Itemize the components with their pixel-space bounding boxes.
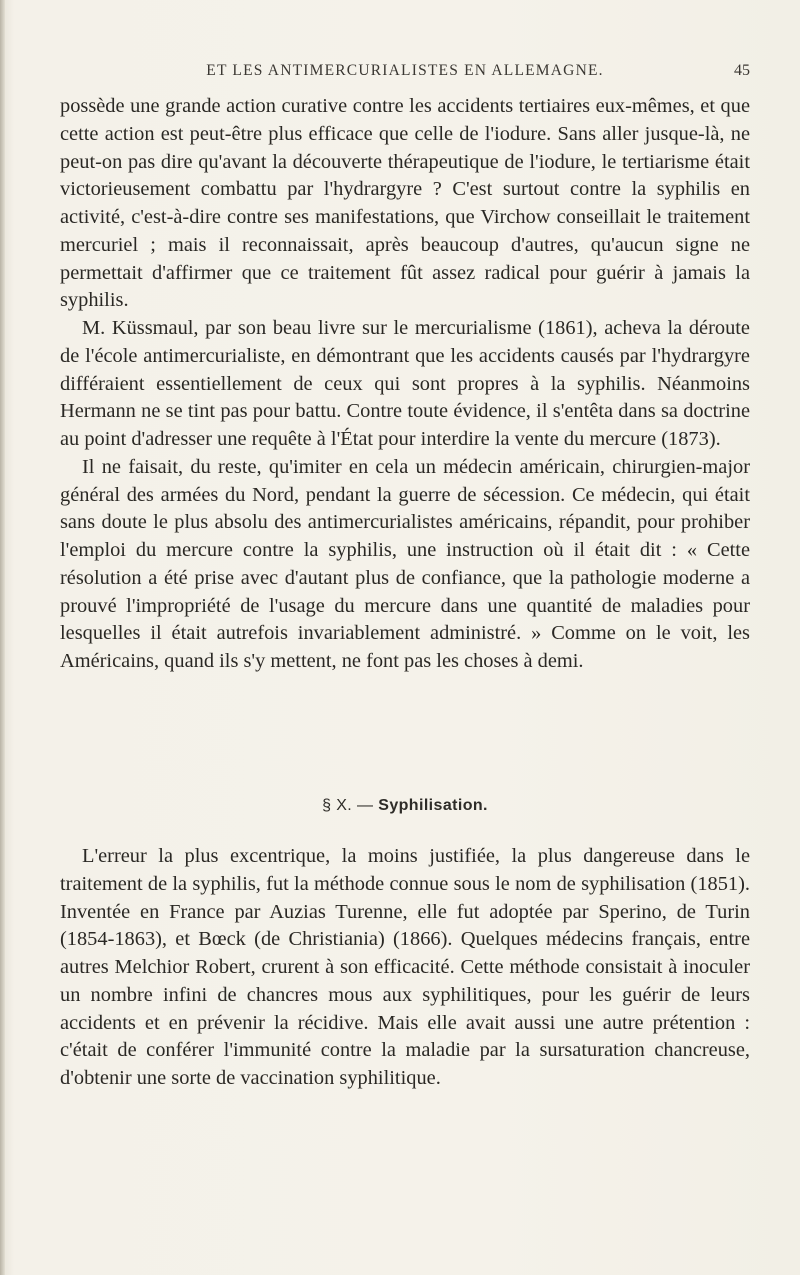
section-number: § X. — xyxy=(322,797,374,814)
section-heading xyxy=(60,797,750,815)
main-text xyxy=(60,93,750,676)
paragraph-continued: possède une grande action curative contre les accidents tertiaires eux-mêmes, et que cette action est peut-être plus efficace que celle de l'iodure. Sans aller jusque-là, ne peut-on pas dire qu'avant la découverte thérapeutique de l'iodure, le tertiarisme était victorieusement combattu par l'hydrargyre ? C'est surtout contre la syphilis en activité, c'est-à-dire contre ses manifestations, que Virchow conseillait le traitement mercuriel ; mais il reconnaissait, après beaucoup d'autres, qu'aucun signe ne permettait d'affirmer que ce traitement fût assez radical pour guérir à jamais la syphilis. xyxy=(60,95,750,312)
page-number: 45 xyxy=(734,62,750,79)
page-header xyxy=(60,62,750,86)
paragraph-american-physician: Il ne faisait, du reste, qu'imiter en cela un médecin américain, chirurgien-major général des armées du Nord, pendant la guerre de sécession. Ce médecin, qui était sans doute le plus absolu des antimercurialistes américains, répandit, pour prohiber l'emploi du mercure contre la syphilis, une instruction où il était dit : « Cette résolution a été prise avec d'autant plus de confiance, que la pathologie moderne a prouvé l'impropriété de l'usage du mercure dans une quantité de maladies pour lesquelles il était autrefois invariablement administré. » Comme on le voit, les Américains, quand ils s'y mettent, ne font pas les choses à demi. xyxy=(60,455,750,672)
running-title: ET LES ANTIMERCURIALISTES EN ALLEMAGNE. xyxy=(206,62,604,79)
section-title: Syphilisation. xyxy=(378,797,488,814)
page-gutter-edge xyxy=(0,0,5,1275)
paragraph-kussmaul: M. Küssmaul, par son beau livre sur le mercurialisme (1861), acheva la déroute de l'école antimercurialiste, en démontrant que les accidents causés par l'hydrargyre différaient essentiellement de ceux qui sont propres à la syphilis. Néanmoins Hermann ne se tint pas pour battu. Contre toute évidence, il s'entêta dans sa doctrine au point d'adresser une requête à l'État pour interdire la vente du mercure (1873). xyxy=(60,317,750,450)
section-text xyxy=(60,843,750,1093)
paragraph-syphilisation: L'erreur la plus excentrique, la moins justifiée, la plus dangereuse dans le traitement de la syphilis, fut la méthode connue sous le nom de syphilisation (1851). Inventée en France par Auzias Turenne, elle fut adoptée par Sperino, de Turin (1854-1863), et Bœck (de Christiania) (1866). Quelques médecins français, entre autres Melchior Robert, crurent à son efficacité. Cette méthode consistait à inoculer un nombre infini de chancres mous aux syphilitiques, pour les guérir de leurs accidents et en prévenir la récidive. Mais elle avait aussi une autre prétention : c'était de conférer l'immunité contre la maladie par la sursaturation chancreuse, d'obtenir une sorte de vaccination syphilitique. xyxy=(60,845,750,1089)
